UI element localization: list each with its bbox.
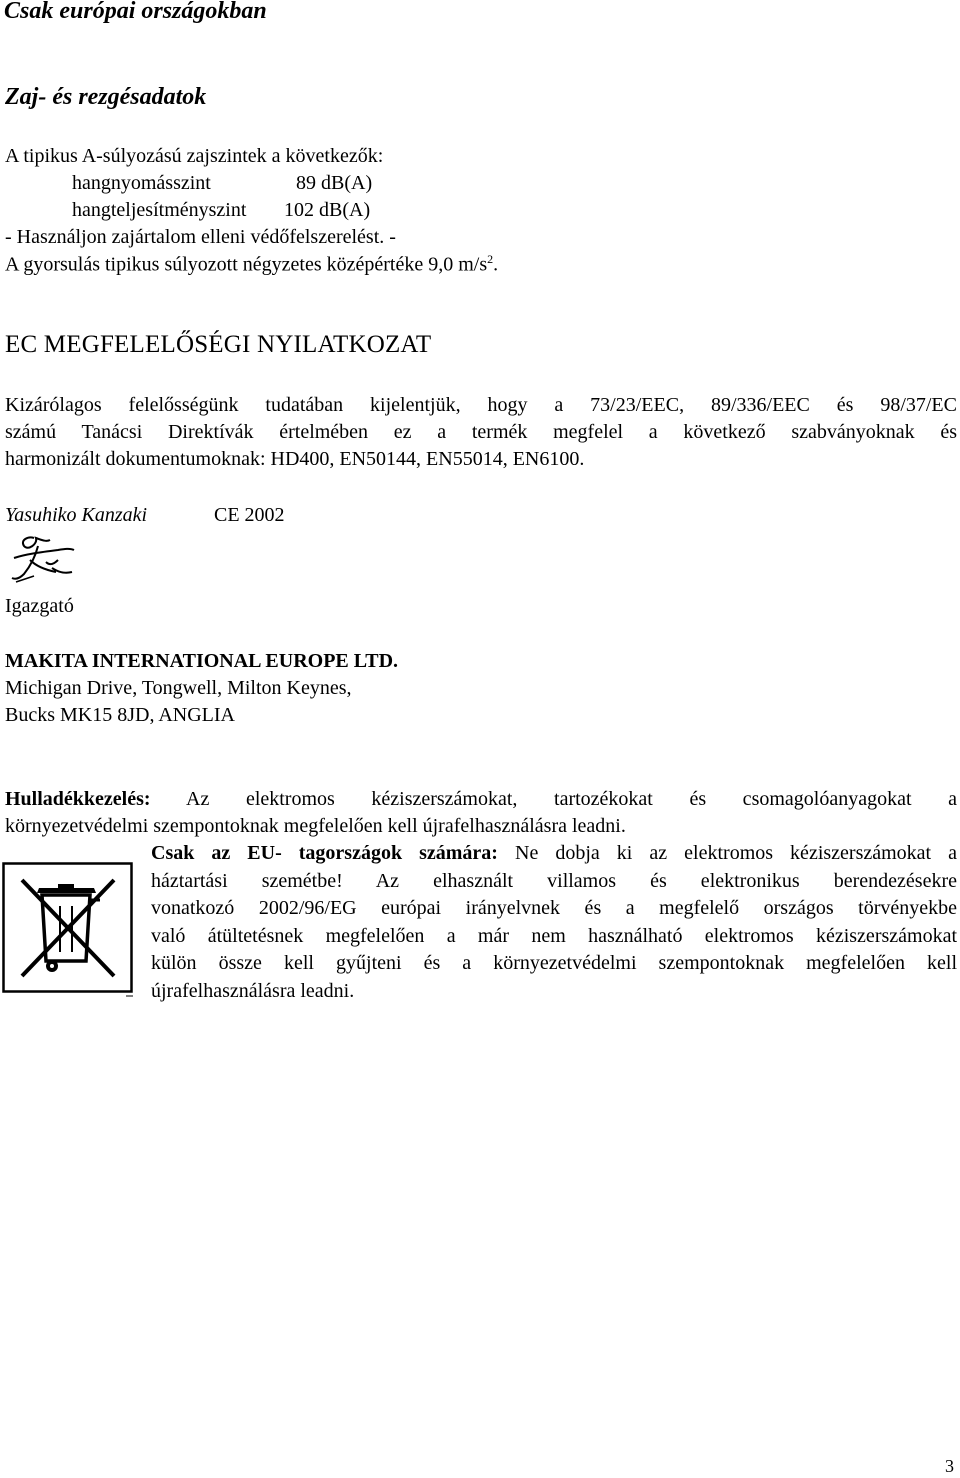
eu-disposal-line: való átültetésnek megfelelően a már nem használható elektromos kéziszerszámokat: [151, 924, 957, 947]
noise-acceleration: [5, 252, 498, 277]
eu-disposal-line: [151, 840, 957, 868]
crossed-bin-icon: [2, 862, 134, 998]
disposal-line: [5, 786, 957, 813]
noise-row-value: 102 dB(A): [284, 199, 371, 221]
declaration-line: számú Tanácsi Direktívák értelmében ez a termék megfelel a következő szabványoknak és: [5, 421, 957, 443]
company-name: MAKITA INTERNATIONAL EUROPE LTD.: [5, 650, 399, 672]
eu-disposal-label: Csak az EU- tagországok számára:: [151, 842, 498, 864]
signature-image: [6, 532, 80, 594]
declaration-line: harmonizált dokumentumoknak: HD400, EN50144, EN55014, EN6100.: [5, 448, 585, 470]
noise-row-value: 89 dB(A): [296, 172, 373, 194]
acceleration-exponent: 2: [487, 252, 494, 266]
acceleration-period: .: [493, 253, 499, 276]
noise-intro: A tipikus A-súlyozású zajszintek a következők:: [5, 145, 384, 167]
signer-role: Igazgató: [5, 595, 74, 617]
declaration-line: Kizárólagos felelősségünk tudatában kijelentjük, hogy a 73/23/EEC, 89/336/EEC és 98/37/EC: [5, 394, 957, 416]
page-header: Csak európai országokban: [4, 0, 267, 24]
eu-disposal-line: vonatkozó 2002/96/EG európai irányelvnek és a megfelelő országos törvényekbe: [151, 897, 957, 919]
company-address-line: Michigan Drive, Tongwell, Milton Keynes,: [5, 677, 352, 699]
noise-protection: - Használjon zajártalom elleni védőfelszerelést. -: [5, 226, 396, 248]
eu-disposal-text: Ne dobja ki az elektromos kéziszerszámokat a: [497, 842, 958, 864]
page-number: 3: [945, 1456, 954, 1476]
signer-name: Yasuhiko Kanzaki: [5, 504, 148, 526]
eu-disposal-line: külön össze kell gyűjteni és a környezetvédelmi szempontoknak megfelelően kell: [151, 952, 957, 974]
eu-disposal-line: háztartási szemétbe! Az elhasznált villamos és elektronikus berendezésekre: [151, 869, 957, 892]
noise-row-label: hangnyomásszint: [72, 172, 211, 194]
disposal-text: Az elektromos kéziszerszámokat, tartozékokat és csomagolóanyagokat a: [150, 788, 957, 810]
disposal-label: Hulladékkezelés:: [5, 788, 151, 810]
acceleration-text: A gyorsulás tipikus súlyozott négyzetes középértéke 9,0 m/s: [5, 253, 488, 276]
disposal-line: környezetvédelmi szempontoknak megfelelően kell újrafelhasználásra leadni.: [5, 815, 626, 837]
company-address-line: Bucks MK15 8JD, ANGLIA: [5, 704, 235, 726]
noise-row-label: hangteljesítményszint: [72, 199, 247, 221]
noise-heading: Zaj- és rezgésadatok: [5, 84, 207, 110]
eu-disposal-block: [151, 840, 957, 1005]
eu-disposal-line: újrafelhasználásra leadni.: [151, 979, 355, 1002]
ce-mark: CE 2002: [214, 504, 285, 526]
declaration-title: EC MEGFELELŐSÉGI NYILATKOZAT: [5, 331, 432, 358]
